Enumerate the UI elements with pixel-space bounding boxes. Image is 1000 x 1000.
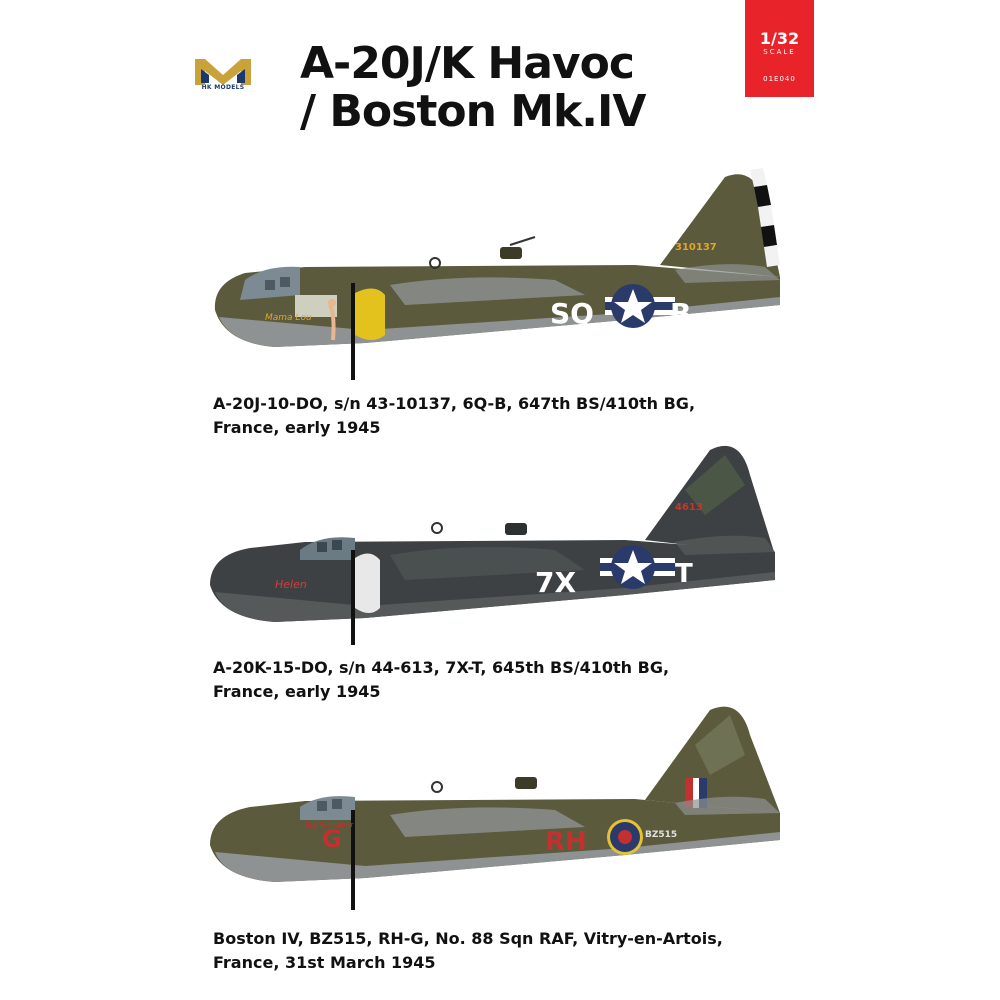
product-code: 01E040: [763, 75, 796, 83]
profile-a20j-illustration: [205, 165, 785, 385]
profile-3-caption: [213, 927, 813, 975]
title-line-2: / Boston Mk.IV: [300, 86, 646, 137]
profile-3-code-right: G: [322, 825, 342, 853]
profile-3-caption-line-2: France, 31st March 1945: [213, 953, 436, 972]
logo-text: HK MODELS: [201, 84, 245, 91]
profile-3-code-left: RH: [545, 827, 587, 857]
scale-value: 1/32: [759, 29, 800, 48]
profile-1-serial: 310137: [675, 242, 717, 253]
profile-2-nose-art: Helen: [275, 578, 307, 591]
profile-2-code-right: T: [675, 559, 693, 589]
profile-a20k-illustration: [205, 430, 785, 650]
profile-3-caption-line-1: Boston IV, BZ515, RH-G, No. 88 Sqn RAF, Vitry-en-Artois,: [213, 929, 723, 948]
profile-3-nose-art: Sky Wanderer: [305, 821, 354, 829]
profile-1-code-right: B: [670, 297, 692, 330]
scale-badge: [745, 0, 814, 97]
profile-2-code-left: 7X: [535, 566, 577, 599]
profile-1-code-left: SQ: [550, 297, 594, 330]
profile-3-serial: BZ515: [645, 830, 678, 840]
page-title: [300, 40, 740, 136]
profile-2-caption-line-2: France, early 1945: [213, 682, 381, 701]
scale-label: SCALE: [763, 48, 796, 56]
profile-1-caption-line-1: A-20J-10-DO, s/n 43-10137, 6Q-B, 647th BS/410th BG,: [213, 394, 696, 413]
title-line-1: A-20J/K Havoc: [300, 38, 634, 89]
profile-1-caption-line-2: France, early 1945: [213, 418, 381, 437]
profile-2-serial: 4613: [675, 502, 703, 513]
profile-2-caption-line-1: A-20K-15-DO, s/n 44-613, 7X-T, 645th BS/410th BG,: [213, 658, 670, 677]
profile-1-nose-art: Mama Lou: [265, 313, 312, 323]
profile-boston-iv-illustration: [205, 695, 785, 915]
